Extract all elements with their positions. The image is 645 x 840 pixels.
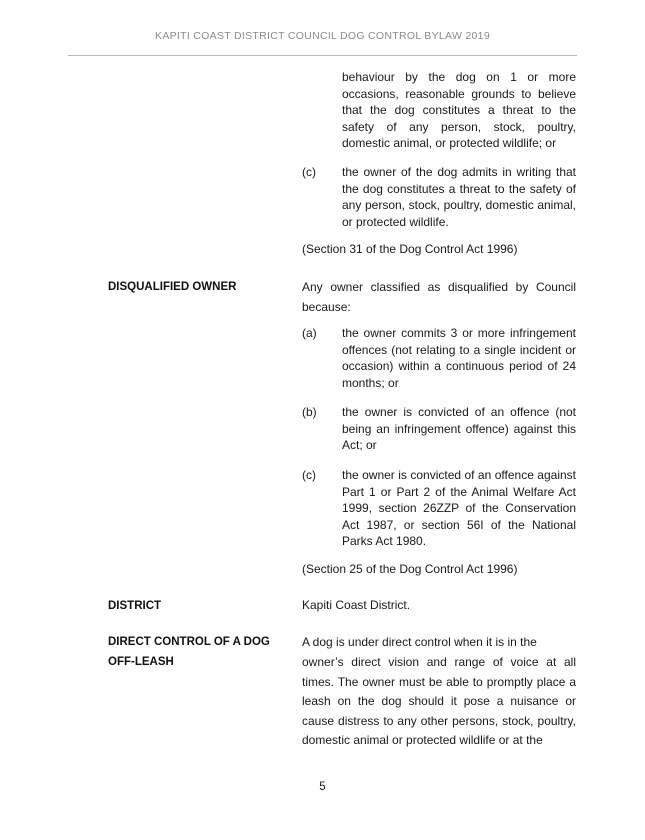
term-disqualified-owner: DISQUALIFIED OWNER: [108, 281, 237, 293]
list-item: [302, 467, 576, 550]
definition-intro: Any owner classified as disqualified by Council because:: [302, 280, 576, 314]
list-item: [302, 164, 576, 230]
list-item-text: the owner of the dog admits in writing that the dog constitutes a threat to the safety of any person, stock, poultry, domestic animal, or protected wildlife.: [342, 165, 576, 229]
list-marker: (c): [302, 468, 316, 482]
page-number: 5: [319, 781, 326, 793]
list-marker: (c): [302, 165, 316, 179]
list-item: [302, 404, 576, 454]
list-marker: (b): [302, 405, 317, 419]
definition-first-line: A dog is under direct control when it is in the: [302, 635, 537, 649]
list-marker: (a): [302, 326, 317, 340]
list-item-text: the owner is convicted of an offence (not being an infringement offence) against this Act; or: [342, 405, 576, 452]
list-item: [302, 325, 576, 391]
list-item-text: the owner commits 3 or more infringement offences (not relating to a single incident or occasion) within a continuous period of 24 months; or: [342, 326, 576, 390]
section-reference: (Section 25 of the Dog Control Act 1996): [302, 562, 518, 576]
term-district: DISTRICT: [108, 600, 162, 612]
continued-item-text: behaviour by the dog on 1 or more occasions, reasonable grounds to believe that the dog constitutes a threat to the safety of any person, stock, poultry, domestic animal, or protected wildlife; or: [342, 70, 576, 150]
term-direct-control-line2: OFF-LEASH: [108, 656, 174, 668]
running-header: KAPITI COAST DISTRICT COUNCIL DOG CONTROL BYLAW 2019: [155, 30, 490, 42]
header-rule: [68, 55, 577, 56]
definition-direct-control: owner’s direct vision and range of voice at all times. The owner must be able to promptly place a leash on the dog should it pose a nuisance or cause distress to any other persons, stock, poultry, domestic animal or protected wildlife or at the: [302, 655, 576, 747]
term-direct-control-line1: DIRECT CONTROL OF A DOG: [108, 636, 270, 648]
continued-list-item: [302, 69, 576, 152]
section-reference: (Section 31 of the Dog Control Act 1996): [302, 242, 518, 256]
definition-district: Kapiti Coast District.: [302, 598, 411, 612]
list-item-text: the owner is convicted of an offence against Part 1 or Part 2 of the Animal Welfare Act 1999, section 26ZZP of the Conservation Act 1987, or section 56I of the National Parks Act 1980.: [342, 468, 576, 548]
